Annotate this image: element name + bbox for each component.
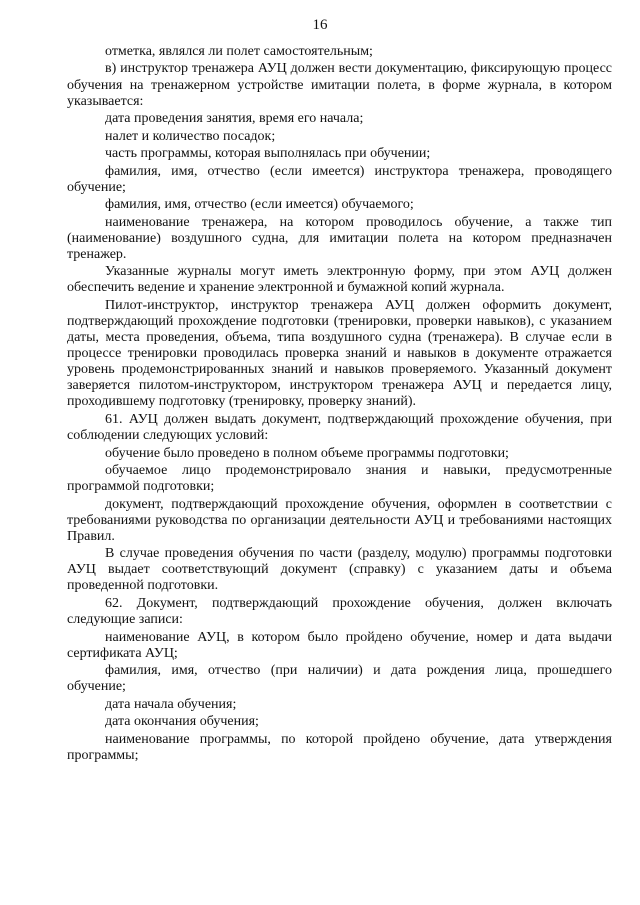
paragraph: 61. АУЦ должен выдать документ, подтверждающий прохождение обучения, при соблюдении следующих условий: xyxy=(67,411,612,444)
paragraph: в) инструктор тренажера АУЦ должен вести документацию, фиксирующую процесс обучения на тренажерном устройстве имитации полета, в форме журнала, в котором указывается: xyxy=(67,61,612,109)
paragraph: обучаемое лицо продемонстрировало знания и навыки, предусмотренные программой подготовки; xyxy=(67,463,612,495)
paragraph: наименование программы, по которой пройдено обучение, дата утверждения программы; xyxy=(67,731,612,763)
paragraph: обучение было проведено в полном объеме программы подготовки; xyxy=(105,445,509,461)
page-number: 16 xyxy=(312,17,328,33)
paragraph: фамилия, имя, отчество (при наличии) и дата рождения лица, прошедшего обучение; xyxy=(67,663,612,695)
paragraph: наименование тренажера, на котором проводилось обучение, а также тип (наименование) воздушного судна, для имитации полета на котором предназначен тренажер. xyxy=(67,214,612,262)
paragraph: наименование АУЦ, в котором было пройдено обучение, номер и дата выдачи сертификата АУЦ; xyxy=(67,629,612,661)
paragraph: дата окончания обучения; xyxy=(105,714,259,730)
paragraph: 62. Документ, подтверждающий прохождение обучения, должен включать следующие записи: xyxy=(67,595,612,628)
paragraph: отметка, являлся ли полет самостоятельным; xyxy=(105,44,373,59)
page-body xyxy=(67,44,612,765)
paragraph: дата проведения занятия, время его начала; xyxy=(105,111,364,127)
paragraph: фамилия, имя, отчество (если имеется) инструктора тренажера, проводящего обучение; xyxy=(67,163,612,195)
paragraph: Пилот-инструктор, инструктор тренажера АУЦ должен оформить документ, подтверждающий прохождение подготовки (тренировки, проверки навыков), с указанием даты, места проведения, объема, типа воздушного судна (тренажера). В случае если в процессе тренировки проводилась проверка знаний и навыков в документе отражается уровень продемонстрированных знаний и навыков проверяемого. Указанный документ заверяется пилотом-инструктором, инструктором тренажера АУЦ и передается лицу, проходившему подготовку (тренировку, проверку знаний). xyxy=(67,297,612,410)
paragraph: налет и количество посадок; xyxy=(105,128,276,144)
paragraph: Указанные журналы могут иметь электронную форму, при этом АУЦ должен обеспечить ведение и хранение электронной и бумажной копий журнала. xyxy=(67,264,612,296)
paragraph: дата начала обучения; xyxy=(105,696,237,712)
paragraph: документ, подтверждающий прохождение обучения, оформлен в соответствии с требованиями руководства по организации деятельности АУЦ и требованиями настоящих Правил. xyxy=(67,496,612,544)
paragraph: фамилия, имя, отчество (если имеется) обучаемого; xyxy=(105,197,414,213)
paragraph: В случае проведения обучения по части (разделу, модулю) программы подготовки АУЦ выдает соответствующий документ (справку) с указанием даты и объема проведенной подготовки. xyxy=(67,546,612,594)
paragraph: часть программы, которая выполнялась при обучении; xyxy=(105,146,431,162)
